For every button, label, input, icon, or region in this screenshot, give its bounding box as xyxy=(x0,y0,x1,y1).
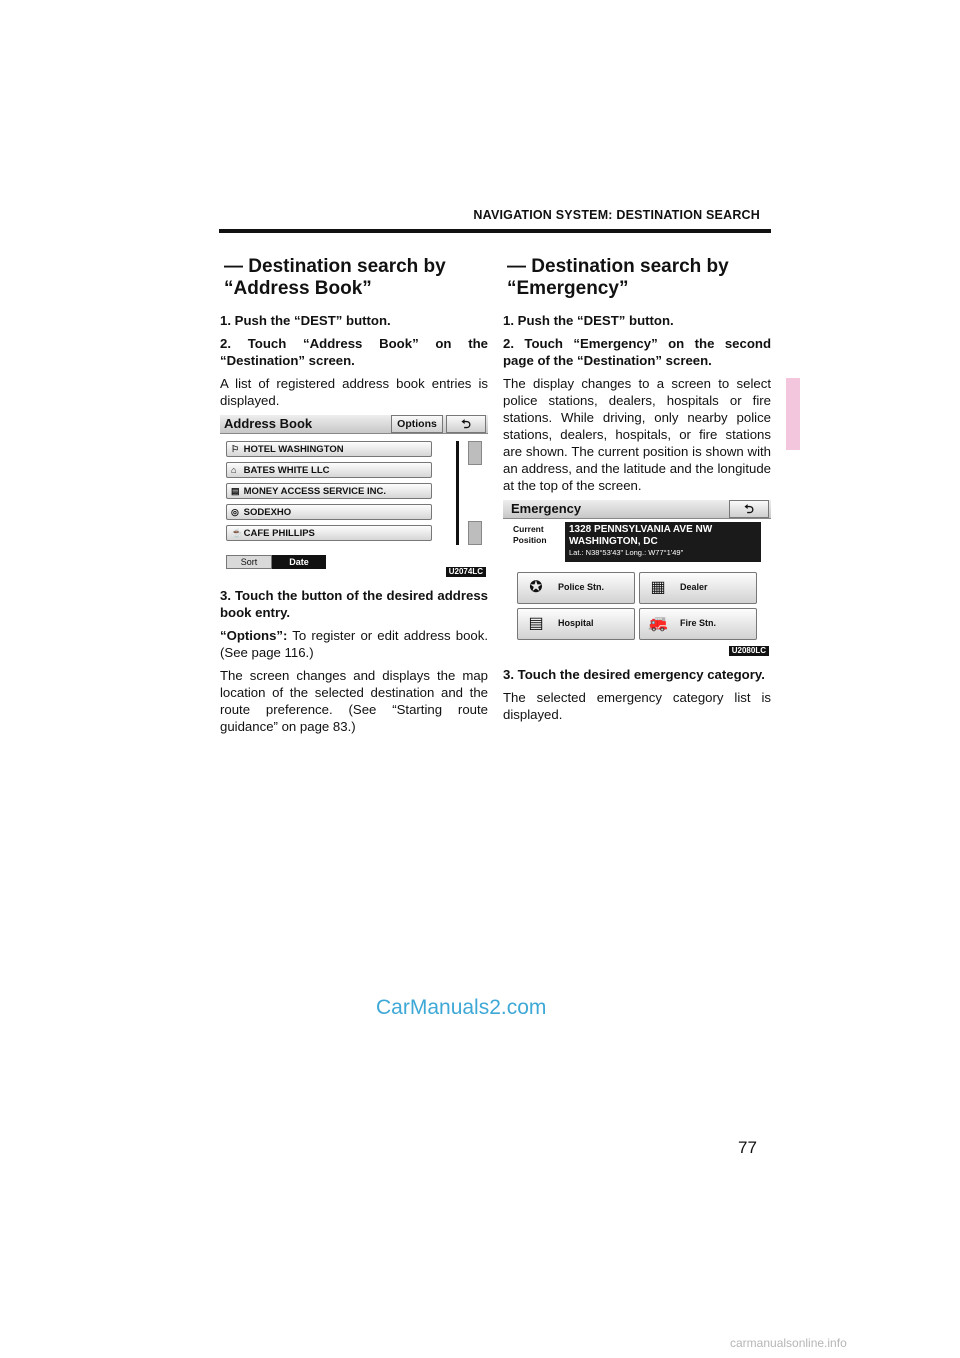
footer-site-watermark[interactable]: carmanualsonline.info xyxy=(730,1336,847,1350)
step-2: 2. Touch “Emergency” on the second page of the “Destination” screen. xyxy=(503,336,771,368)
scroll-down-button[interactable] xyxy=(468,521,482,545)
entry-icon: ⚐ xyxy=(231,444,240,454)
address-line-2: WASHINGTON, DC xyxy=(569,536,658,547)
running-header: NAVIGATION SYSTEM: DESTINATION SEARCH xyxy=(473,208,760,222)
list-item-label: BATES WHITE LLC xyxy=(243,465,330,476)
header-rule xyxy=(219,229,771,233)
list-item[interactable] xyxy=(226,483,432,499)
page-number: 77 xyxy=(738,1138,757,1157)
entry-icon: ⌂ xyxy=(231,465,237,475)
step-3: 3. Touch the desired emergency category. xyxy=(503,667,765,682)
scrollbar[interactable] xyxy=(456,441,459,545)
paragraph-list-displayed: A list of registered address book entries is displayed. xyxy=(220,376,488,408)
screen-title: Emergency xyxy=(511,501,582,516)
section-title-line1: — Destination search by xyxy=(507,256,729,277)
paragraph-screen-changes: The screen changes and displays the map location of the selected destination and the route preference. (See “Starting route guidance” on page 83.) xyxy=(220,668,488,734)
button-label: Police Stn. xyxy=(558,582,605,592)
list-item[interactable] xyxy=(226,441,432,457)
paragraph-category-list: The selected emergency category list is displayed. xyxy=(503,690,771,722)
image-code: U2074LC xyxy=(446,567,486,577)
list-item[interactable] xyxy=(226,504,432,520)
address-line-1: 1328 PENNSYLVANIA AVE NW xyxy=(569,524,713,535)
position-label: Position xyxy=(513,535,547,545)
back-button[interactable] xyxy=(446,415,486,433)
section-title-line2: “Emergency” xyxy=(507,278,629,299)
police-station-button[interactable] xyxy=(517,572,635,604)
image-code: U2080LC xyxy=(729,646,769,656)
options-term: “Options”: xyxy=(220,628,288,643)
watermark-link[interactable]: CarManuals2.com xyxy=(376,996,547,1019)
current-position-label xyxy=(513,524,563,546)
list-item[interactable] xyxy=(226,462,432,478)
scroll-up-button[interactable] xyxy=(468,441,482,465)
current-label: Current xyxy=(513,524,544,534)
step-2: 2. Touch “Address Book” on the “Destination” screen. xyxy=(220,336,488,368)
address-list xyxy=(226,441,432,546)
hospital-icon: ▤ xyxy=(528,615,544,632)
dealer-icon: ▦ xyxy=(650,579,666,596)
paragraph-display-changes: The display changes to a screen to select police stations, dealers, hospitals or fire stations. While driving, only nearby police stations, dealers, hospitals, or fire stations are shown. The current position is shown with an address, and the latitude and the longitude at the top of the screen. xyxy=(503,376,771,493)
dealer-button[interactable] xyxy=(639,572,757,604)
section-title-line1: — Destination search by xyxy=(224,256,446,277)
section-title-emergency xyxy=(507,256,771,300)
list-item[interactable] xyxy=(226,525,432,541)
right-column xyxy=(503,256,771,729)
hospital-button[interactable] xyxy=(517,608,635,640)
options-description: To register or edit address book. (See page 116.) xyxy=(220,628,488,660)
sort-button[interactable]: Sort xyxy=(226,555,272,569)
current-address-panel xyxy=(565,522,761,562)
section-title-line2: “Address Book” xyxy=(224,278,372,299)
back-arrow-icon: ⮌ xyxy=(461,417,471,431)
entry-icon: ◎ xyxy=(231,507,239,517)
button-label: Hospital xyxy=(558,618,594,628)
button-label: Fire Stn. xyxy=(680,618,717,628)
list-item-label: MONEY ACCESS SERVICE INC. xyxy=(243,486,386,497)
entry-icon: ☕ xyxy=(231,528,243,538)
section-tab xyxy=(786,378,800,450)
list-item-label: SODEXHO xyxy=(243,507,292,518)
step-1: 1. Push the “DEST” button. xyxy=(220,313,391,328)
paragraph-options xyxy=(220,627,488,661)
step-1: 1. Push the “DEST” button. xyxy=(503,313,674,328)
left-column xyxy=(220,256,488,741)
section-title-address-book xyxy=(224,256,488,300)
back-arrow-icon: ⮌ xyxy=(744,502,754,516)
sort-by-date-button[interactable]: Date xyxy=(272,555,326,569)
address-book-screenshot xyxy=(220,415,488,577)
button-label: Dealer xyxy=(680,582,708,592)
entry-icon: ▤ xyxy=(231,486,240,496)
emergency-screenshot xyxy=(503,500,771,656)
list-item-label: CAFE PHILLIPS xyxy=(243,528,315,539)
fire-truck-icon: 🚒 xyxy=(648,615,668,632)
list-item-label: HOTEL WASHINGTON xyxy=(243,444,344,455)
options-button[interactable]: Options xyxy=(391,415,443,433)
police-badge-icon: ✪ xyxy=(529,579,543,596)
lat-long-readout: Lat.: N38°53'43" Long.: W77°1'49" xyxy=(569,548,684,557)
back-button[interactable] xyxy=(729,500,769,518)
screen-title: Address Book xyxy=(224,416,313,431)
step-3: 3. Touch the button of the desired address book entry. xyxy=(220,588,488,620)
fire-station-button[interactable] xyxy=(639,608,757,640)
